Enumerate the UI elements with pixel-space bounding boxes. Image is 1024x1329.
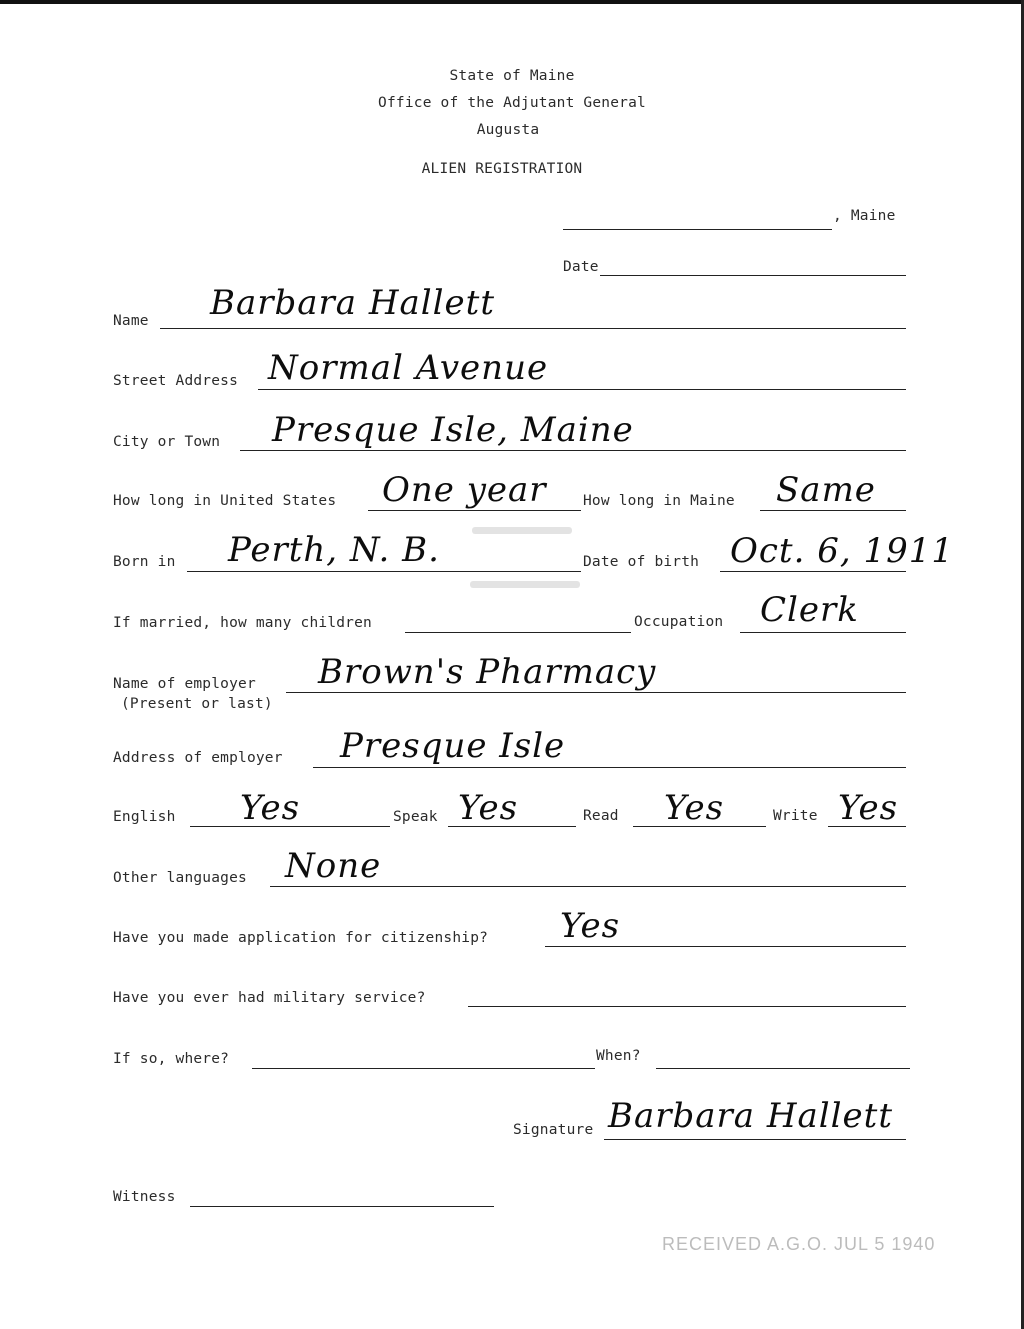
signature-value: Barbara Hallett (608, 1096, 893, 1136)
employer-label: Name of employer (113, 676, 256, 692)
other-languages-line[interactable] (270, 886, 906, 887)
ink-smudge (470, 581, 580, 588)
name-line[interactable] (160, 328, 906, 329)
name-value: Barbara Hallett (210, 283, 495, 323)
place-suffix-label: , Maine (833, 208, 896, 224)
city-line[interactable] (240, 450, 906, 451)
date-of-birth-label: Date of birth (583, 554, 700, 570)
employer-value: Brown's Pharmacy (318, 652, 657, 692)
occupation-value: Clerk (760, 590, 859, 630)
military-label: Have you ever had military service? (113, 990, 426, 1006)
header-office: Office of the Adjutant General (378, 95, 646, 111)
date-label: Date (563, 259, 599, 275)
street-line[interactable] (258, 389, 906, 390)
ink-smudge (472, 527, 572, 534)
employer-line[interactable] (286, 692, 906, 693)
employer-address-line[interactable] (313, 767, 906, 768)
when-label: When? (596, 1048, 641, 1064)
street-value: Normal Avenue (268, 348, 549, 388)
signature-line[interactable] (604, 1139, 906, 1140)
header-state: State of Maine (449, 68, 575, 84)
speak-value: Yes (458, 788, 519, 828)
read-label: Read (583, 808, 619, 824)
where-line[interactable] (252, 1068, 595, 1069)
employer-address-value: Presque Isle (340, 726, 566, 766)
born-in-label: Born in (113, 554, 176, 570)
date-of-birth-value: Oct. 6, 1911 (730, 531, 954, 571)
born-in-line[interactable] (187, 571, 581, 572)
write-value: Yes (838, 788, 899, 828)
form-title: ALIEN REGISTRATION (421, 161, 583, 177)
city-value: Presque Isle, Maine (272, 410, 634, 450)
street-label: Street Address (113, 373, 239, 389)
employer-sub-label: (Present or last) (121, 696, 273, 712)
when-line[interactable] (656, 1068, 910, 1069)
employer-address-label: Address of employer (113, 750, 283, 766)
how-long-us-label: How long in United States (113, 493, 337, 509)
header-city: Augusta (476, 122, 540, 138)
signature-label: Signature (513, 1122, 594, 1138)
how-long-maine-value: Same (776, 470, 876, 510)
read-value: Yes (664, 788, 725, 828)
city-label: City or Town (113, 434, 221, 450)
citizenship-value: Yes (560, 906, 621, 946)
witness-label: Witness (113, 1189, 176, 1205)
children-line[interactable] (405, 632, 631, 633)
citizenship-label: Have you made application for citizenship? (113, 930, 489, 946)
other-languages-value: None (285, 846, 382, 886)
witness-line[interactable] (190, 1206, 494, 1207)
place-line[interactable] (563, 229, 832, 230)
military-line[interactable] (468, 1006, 906, 1007)
date-line[interactable] (600, 275, 906, 276)
how-long-maine-label: How long in Maine (583, 493, 735, 509)
other-languages-label: Other languages (113, 870, 247, 886)
where-label: If so, where? (113, 1051, 230, 1067)
english-label: English (113, 809, 176, 825)
how-long-maine-line[interactable] (760, 510, 906, 511)
date-of-birth-line[interactable] (720, 571, 906, 572)
name-label: Name (113, 313, 149, 329)
citizenship-line[interactable] (545, 946, 906, 947)
occupation-label: Occupation (634, 614, 724, 630)
children-label: If married, how many children (113, 615, 372, 631)
english-value: Yes (240, 788, 301, 828)
received-stamp: RECEIVED A.G.O. JUL 5 1940 (662, 1234, 936, 1254)
how-long-us-line[interactable] (368, 510, 581, 511)
how-long-us-value: One year (382, 470, 547, 510)
occupation-line[interactable] (740, 632, 906, 633)
speak-label: Speak (393, 809, 438, 825)
born-in-value: Perth, N. B. (228, 530, 440, 570)
write-label: Write (773, 808, 818, 824)
